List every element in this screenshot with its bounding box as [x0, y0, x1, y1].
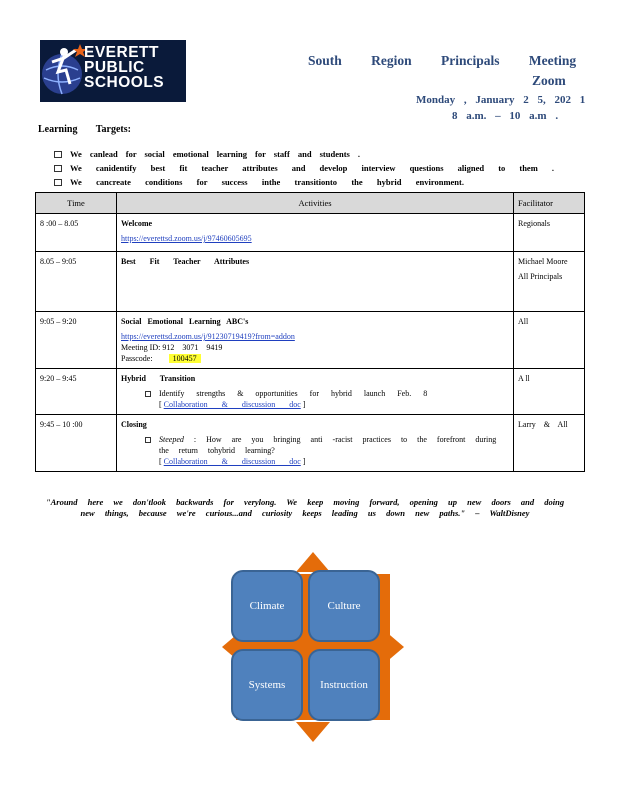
instruction-tile: Instruction — [308, 649, 380, 721]
activity-cell: Hybrid Transition Identify strengths & opportunities for hybrid launch Feb. 8 [ Collaboration & discussion doc ] — [117, 369, 514, 415]
passcode-label: Passcode: — [121, 354, 153, 363]
activity-detail-continued: the return tohybrid learning? — [159, 446, 275, 455]
activity-title: Welcome — [121, 219, 153, 228]
zoom-link[interactable]: https://everettsd.zoom.us/j/91230719419?from=addon — [121, 332, 295, 341]
list-item: We canidentify best fit teacher attributes and develop interview questions aligned to them . — [54, 161, 554, 175]
checkbox-bullet-icon — [54, 179, 62, 186]
logo-line-2: PUBLIC — [84, 59, 145, 76]
quote-line-2: new things, because we're curious...and curiosity keeps leading us down new paths." – WaltDisney — [80, 508, 530, 518]
climate-tile: Climate — [231, 570, 303, 642]
quote-line-1: "Around here we don'tlook backwards for verylong. We keep moving forward, opening up new doors and doing — [45, 497, 565, 507]
facilitator-name: All Principals — [518, 272, 563, 281]
activity-cell — [117, 214, 514, 252]
collaboration-doc-link[interactable]: Collaboration & discussion doc — [163, 400, 301, 409]
activity-title: Hybrid Transition — [121, 374, 196, 383]
list-item: We canlead for social emotional learning for staff and students . — [54, 147, 554, 161]
facilitator-column-header: Facilitator — [514, 193, 585, 214]
facilitator-cell: Regionals — [514, 214, 585, 252]
agenda-table — [35, 192, 585, 472]
activity-title: Closing — [121, 420, 147, 429]
systems-tile: Systems — [231, 649, 303, 721]
closing-quote — [40, 497, 570, 519]
culture-tile: Culture — [308, 570, 380, 642]
table-row — [36, 369, 585, 415]
table-row — [36, 252, 585, 312]
facilitator-cell: Larry & All — [514, 415, 585, 472]
table-row — [36, 214, 585, 252]
time-cell: 8.05 – 9:05 — [36, 252, 117, 312]
time-cell: 9:20 – 9:45 — [36, 369, 117, 415]
time-cell: 9:45 – 10 :00 — [36, 415, 117, 472]
activity-title: Social Emotional Learning ABC's — [121, 317, 249, 326]
facilitator-cell: All — [514, 312, 585, 369]
table-row — [36, 312, 585, 369]
time-cell: 8 :00 – 8.05 — [36, 214, 117, 252]
meeting-date: Monday , January 2 5, 202 1 — [416, 94, 586, 106]
meeting-location: Zoom — [532, 73, 566, 88]
table-row — [36, 415, 585, 472]
checkbox-bullet-icon — [145, 391, 151, 397]
activity-detail: : How are you bringing anti -racist practices to the forefront during — [193, 435, 497, 444]
activities-column-header: Activities — [117, 193, 514, 214]
checkbox-bullet-icon — [54, 151, 62, 158]
facilitator-cell: A ll — [514, 369, 585, 415]
list-item: We cancreate conditions for success inthe transitionto the hybrid environment. — [54, 175, 554, 189]
activity-cell — [117, 312, 514, 369]
logo-line-3: SCHOOLS — [84, 74, 165, 91]
activity-detail-emphasis: Steeped — [159, 435, 184, 444]
focus-areas-diagram — [222, 552, 404, 742]
district-logo — [40, 40, 186, 102]
facilitator-name: Michael Moore — [518, 257, 568, 266]
time-cell: 9:05 – 9:20 — [36, 312, 117, 369]
collaboration-doc-link[interactable]: Collaboration & discussion doc — [163, 457, 301, 466]
checkbox-bullet-icon — [54, 165, 62, 172]
table-header-row — [36, 193, 585, 214]
time-column-header: Time — [36, 193, 117, 214]
activity-cell: Closing Steeped : How are you bringing anti -racist practices to the forefront during the return tohybrid learning? [ Collaboration & discussion doc ] — [117, 415, 514, 472]
activity-title: Best Fit Teacher Attributes — [121, 257, 250, 266]
activity-cell — [117, 252, 514, 312]
meeting-id-value: 912 3071 9419 — [162, 343, 223, 352]
facilitator-cell — [514, 252, 585, 312]
meeting-time: 8 a.m. – 10 a.m . — [452, 110, 559, 122]
meeting-id-label: Meeting ID: — [121, 343, 161, 352]
learning-targets-heading: Learning Targets: — [38, 124, 131, 135]
activity-detail: Identify strengths & opportunities for hybrid launch Feb. 8 — [159, 389, 428, 398]
meeting-title: South Region Principals Meeting — [308, 53, 577, 68]
learning-targets-list — [54, 147, 554, 189]
zoom-link[interactable]: https://everettsd.zoom.us/j/97460605695 — [121, 234, 252, 243]
logo-line-1: EVERETT — [84, 44, 159, 61]
passcode-value: 100457 — [169, 354, 201, 363]
checkbox-bullet-icon — [145, 437, 151, 443]
